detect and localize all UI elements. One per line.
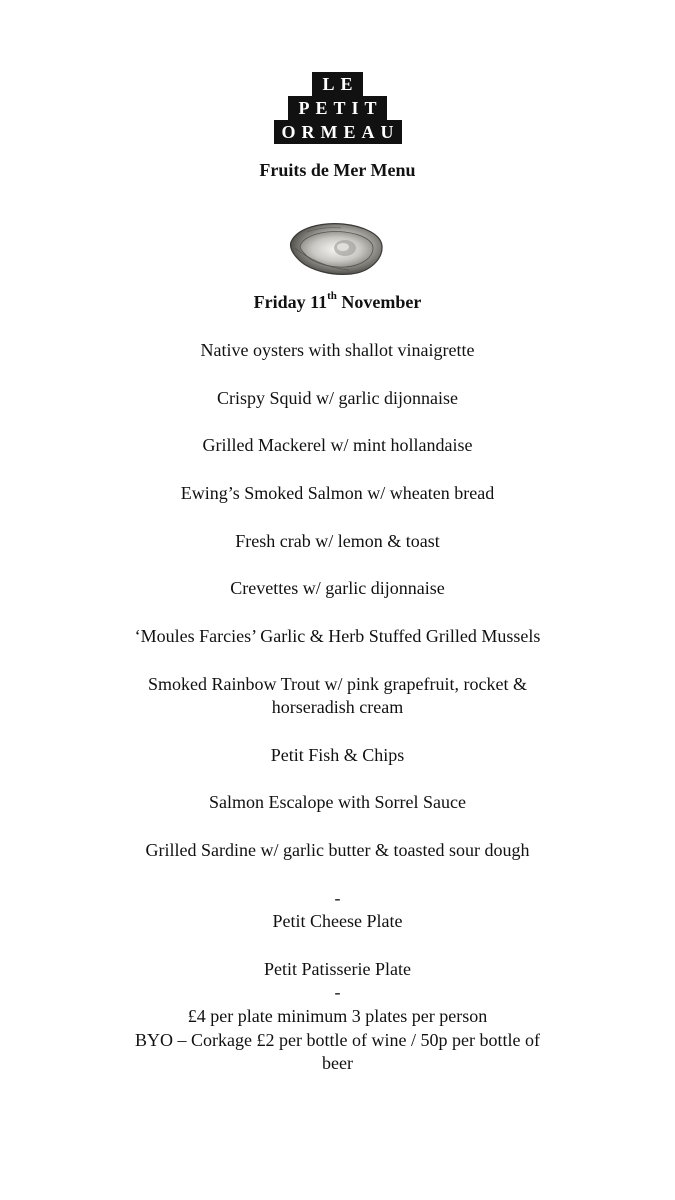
menu-item: Petit Fish & Chips xyxy=(270,745,405,765)
logo-row-3 xyxy=(0,120,675,144)
logo-text-ormeau: ORMEAU xyxy=(274,120,402,144)
separator: - xyxy=(334,888,341,908)
menu-item: Smoked Rainbow Trout w/ pink grapefruit, rocket & xyxy=(148,674,527,694)
restaurant-logo xyxy=(0,72,675,146)
menu-item: Grilled Sardine w/ garlic butter & toasted sour dough xyxy=(145,840,530,860)
menu-item: Ewing’s Smoked Salmon w/ wheaten bread xyxy=(180,483,495,503)
extra-item: Petit Cheese Plate xyxy=(272,911,403,931)
menu-item: Crevettes w/ garlic dijonnaise xyxy=(230,578,445,598)
menu-item: ‘Moules Farcies’ Garlic & Herb Stuffed Grilled Mussels xyxy=(134,626,541,646)
logo-text-le: LE xyxy=(312,72,362,96)
menu-title: Fruits de Mer Menu xyxy=(259,160,416,180)
extra-item: Petit Patisserie Plate xyxy=(264,959,411,979)
menu-item-continued: horseradish cream xyxy=(271,697,404,717)
byo-note: BYO – Corkage £2 per bottle of wine / 50p per bottle of xyxy=(135,1030,540,1050)
separator: - xyxy=(334,982,341,1002)
menu-date xyxy=(0,290,675,314)
logo-text-petit: PETIT xyxy=(288,96,386,120)
logo-row-1 xyxy=(0,72,675,96)
date-day: Friday 11 xyxy=(253,292,328,312)
menu-item: Fresh crab w/ lemon & toast xyxy=(235,531,440,551)
menu-item: Crispy Squid w/ garlic dijonnaise xyxy=(217,388,458,408)
price-note: £4 per plate minimum 3 plates per person xyxy=(187,1006,488,1026)
logo-row-2 xyxy=(0,96,675,120)
date-suffix: th xyxy=(327,290,337,302)
menu-item: Native oysters with shallot vinaigrette xyxy=(200,340,475,360)
oyster-icon xyxy=(287,218,385,278)
menu-item: Grilled Mackerel w/ mint hollandaise xyxy=(202,435,473,455)
menu-item: Salmon Escalope with Sorrel Sauce xyxy=(209,792,466,812)
date-month: November xyxy=(336,292,422,312)
byo-note-continued: beer xyxy=(322,1053,353,1073)
